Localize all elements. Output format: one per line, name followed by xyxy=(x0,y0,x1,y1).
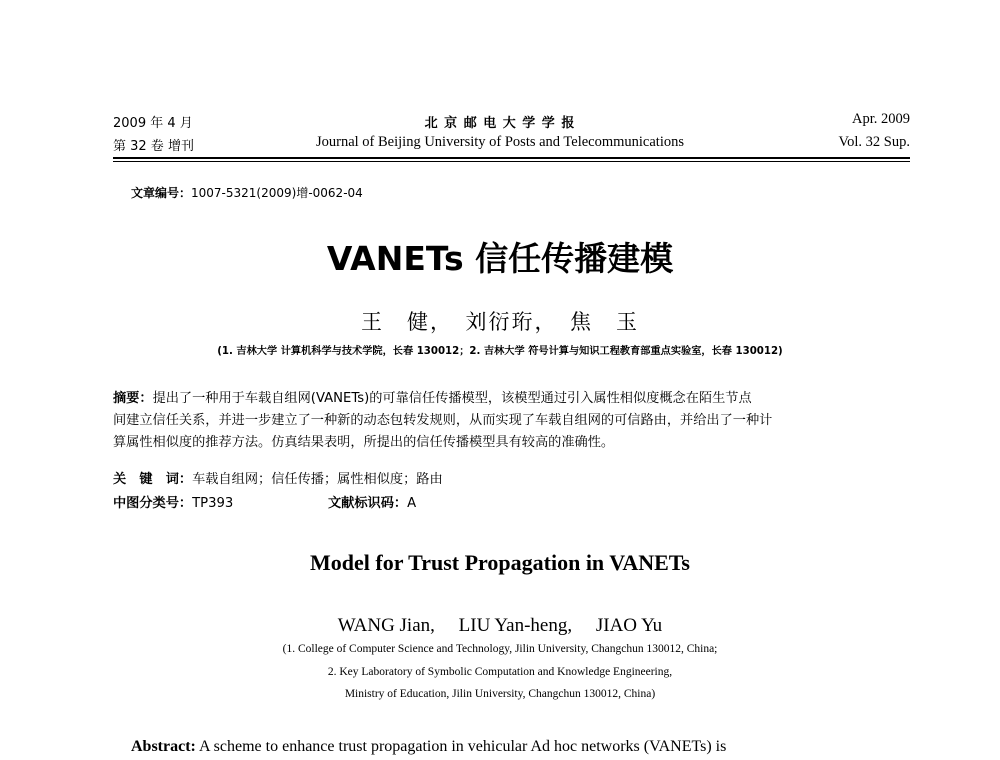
clc-value: TP393 xyxy=(192,496,234,511)
article-id-value: 1007-5321(2009)增-0062-04 xyxy=(191,186,363,200)
keywords-value: 车载自组网；信任传播；属性相似度；路由 xyxy=(192,472,443,487)
keywords-cn xyxy=(113,468,443,487)
header-rule-thin xyxy=(113,161,910,162)
affiliation-cn: (1. 吉林大学 计算机科学与技术学院，长春 130012；2. 吉林大学 符号计算与知识工程教育部重点实验室，长春 130012) xyxy=(217,346,783,357)
doc-label: 文献标识码： xyxy=(328,496,408,511)
header-date-cn: 2009 年 4 月 xyxy=(113,116,193,131)
affiliation-en-line-2: 2. Key Laboratory of Symbolic Computation and Knowledge Engineering, xyxy=(327,666,673,678)
authors-en: WANG Jian, LIU Yan-heng, JIAO Yu xyxy=(337,615,663,636)
abstract-en-label: Abstract: xyxy=(131,738,196,755)
header-journal-en: Journal of Beijing University of Posts and Telecommunications xyxy=(315,134,684,150)
header-rule-thick xyxy=(113,157,910,159)
abstract-cn-line-2: 间建立信任关系，并进一步建立了一种新的动态包转发规则，从而实现了车载自组网的可信路由，并给出了一种计 xyxy=(113,413,773,428)
header-volume-cn: 第 32 卷 增刊 xyxy=(113,139,194,154)
abstract-en xyxy=(131,738,726,756)
article-id-label: 文章编号： xyxy=(131,186,192,200)
affiliation-en-line-3: Ministry of Education, Jilin University, Changchun 130012, China) xyxy=(344,688,656,700)
header-journal-cn: 北 京 邮 电 大 学 学 报 xyxy=(424,116,576,131)
article-id xyxy=(131,184,363,201)
abstract-cn-label: 摘要： xyxy=(113,391,153,406)
clc-code xyxy=(113,492,233,511)
doc-value: A xyxy=(407,496,417,511)
abstract-en-text: A scheme to enhance trust propagation in vehicular Ad hoc networks (VANETs) is xyxy=(195,738,727,755)
header-volume-en: Vol. 32 Sup. xyxy=(838,134,910,150)
clc-label: 中图分类号： xyxy=(113,496,193,511)
keywords-label: 关 键 词： xyxy=(113,472,193,487)
affiliation-en-line-1: (1. College of Computer Science and Technology, Jilin University, Changchun 130012, China; xyxy=(282,643,718,655)
abstract-cn xyxy=(113,388,893,454)
header-date-en: Apr. 2009 xyxy=(852,111,910,127)
page-title: VANETs 信任传播建模 xyxy=(326,239,674,278)
title-en: Model for Trust Propagation in VANETs xyxy=(310,550,690,575)
abstract-cn-line-3: 算属性相似度的推荐方法。仿真结果表明，所提出的信任传播模型具有较高的准确性。 xyxy=(113,435,615,450)
authors-cn: 王 健， 刘衍珩， 焦 玉 xyxy=(361,310,639,334)
doc-code xyxy=(328,492,416,511)
abstract-cn-line-1: 摘要：提出了一种用于车载自组网(VANETs)的可靠信任传播模型，该模型通过引入属性相似度概念在陌生节点 xyxy=(113,391,752,406)
